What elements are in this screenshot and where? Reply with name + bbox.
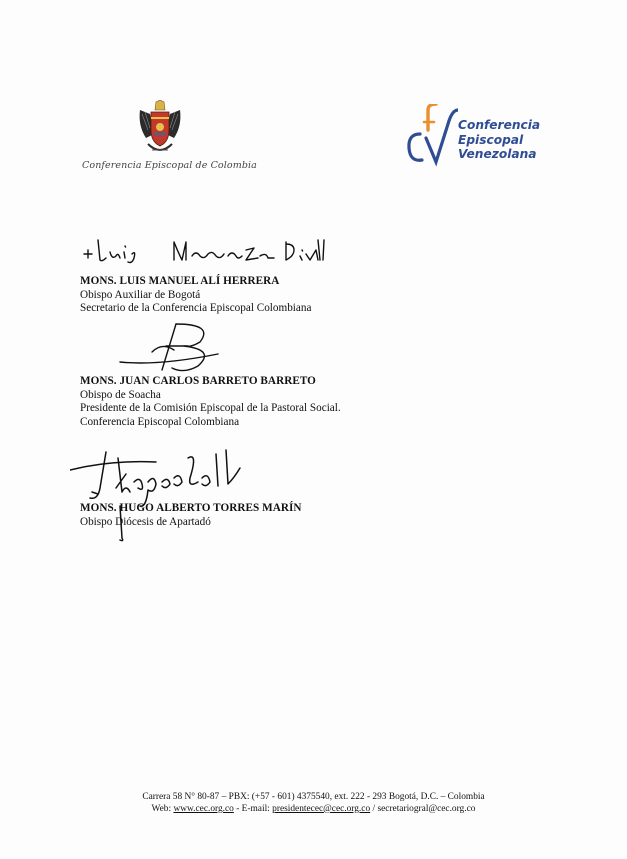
signature-hugo-alberto-torres xyxy=(70,448,248,544)
footer-email-label: - E-mail: xyxy=(233,803,273,814)
footer xyxy=(0,792,627,816)
signatory-name: MONS. JUAN CARLOS BARRETO BARRETO xyxy=(80,375,316,387)
footer-web-label: Web: xyxy=(151,803,174,814)
footer-address: Carrera 58 N° 80-87 – PBX: (+57 - 601) 4375540, ext. 222 - 293 Bogotá, D.C. – Colombia xyxy=(142,792,485,802)
signatory-title: Secretario de la Conferencia Episcopal Colombiana xyxy=(80,302,312,315)
cev-monogram-icon xyxy=(406,104,458,170)
email-link-secretary[interactable]: secretariogral@cec.org.co xyxy=(377,803,476,814)
signature-block xyxy=(80,275,311,316)
cev-logo xyxy=(406,104,566,174)
email-link-president[interactable]: presidentecec@cec.org.co xyxy=(272,803,371,814)
cec-logo-text: Conferencia Episcopal de Colombia xyxy=(82,160,257,171)
signatory-title: Conferencia Episcopal Colombiana xyxy=(80,415,240,428)
cev-logo-line: Conferencia xyxy=(458,118,541,132)
signatory-title: Obispo de Soacha xyxy=(80,388,161,401)
footer-contact xyxy=(0,804,627,816)
cev-logo-line: Episcopal xyxy=(458,132,524,147)
signature-block xyxy=(80,375,341,429)
cev-logo-line: Venezolana xyxy=(458,147,537,162)
signature-juan-carlos-barreto xyxy=(118,320,222,378)
cec-crest-icon xyxy=(136,100,184,158)
cev-logo-text xyxy=(458,118,540,162)
footer-email-separator: / xyxy=(370,803,378,814)
website-link[interactable]: www.cec.org.co xyxy=(173,803,234,814)
signatory-title: Presidente de la Comisión Episcopal de la Pastoral Social. xyxy=(80,402,341,415)
cec-logo xyxy=(82,100,257,182)
signatory-name: MONS. LUIS MANUEL ALÍ HERRERA xyxy=(80,275,280,287)
signatory-title: Obispo Auxiliar de Bogotá xyxy=(80,288,201,301)
signatory-name: MONS. HUGO ALBERTO TORRES MARÍN xyxy=(80,502,302,514)
signatory-title: Obispo Diócesis de Apartadó xyxy=(80,515,211,528)
signature-luis-manuel-ali-herrera xyxy=(82,234,328,268)
